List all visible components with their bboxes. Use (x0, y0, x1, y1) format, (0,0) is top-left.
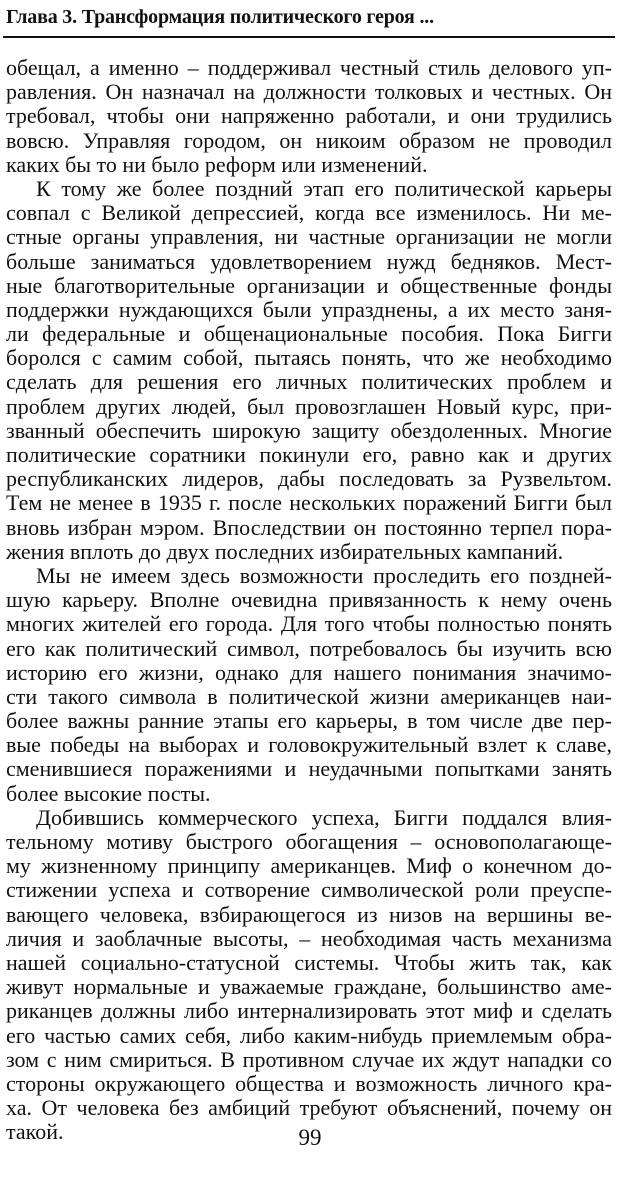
text-line: стные органы управления, ни частные организации не могли (6, 224, 612, 250)
text-line: ли федеральные и общенациональные пособия. Пока Бигги (6, 321, 612, 347)
text-line: званный обеспечить широкую защиту обездоленных. Многие (6, 417, 612, 443)
text-line: республиканских лидеров, дабы последовать за Рузвельтом. (6, 466, 612, 492)
text-line: вающего человека, взбирающегося из низов на вершины ве- (6, 901, 612, 927)
text-line: обещал, а именно – поддерживал честный стиль делового уп- (6, 55, 612, 80)
text-line: тельному мотиву быстрого обогащения – основополагающе- (6, 829, 612, 854)
text-line: личия и заоблачные высоты, – необходимая часть механизма (6, 925, 612, 951)
text-line: его как политический символ, потребовалось бы изучить всю (6, 635, 612, 661)
text-line: сменившиеся поражениями и неудачными попытками занять (6, 756, 612, 782)
text-line: более важны ранние этапы его карьеры, в том числе две пер- (6, 708, 612, 734)
text-line: его частью самих себя, либо каким-нибудь приемлемым обра- (6, 1022, 612, 1048)
text-line: такой. (6, 1119, 64, 1145)
text-line: каких бы то ни было реформ или изменений. (6, 151, 428, 177)
running-header: Глава 3. Трансформация политического героя ... (6, 6, 434, 28)
text-line: сти такого символа в политической жизни американцев наи- (6, 683, 612, 709)
text-line: требовал, чтобы они напряженно работали, и они трудились (6, 103, 612, 129)
text-line: более высокие посты. (6, 780, 211, 806)
text-line: Добившись коммерческого успеха, Бигги поддался влия- (36, 804, 612, 830)
text-line: вые победы на выборах и головокружительный взлет к славе, (6, 732, 612, 758)
body-text (6, 56, 612, 1144)
text-line: живут нормальные и уважаемые граждане, большинство аме- (6, 974, 612, 1000)
text-line: ные благотворительные организации и общественные фонды (6, 272, 612, 298)
text-line: риканцев должны либо интернализировать этот миф и сделать (6, 998, 612, 1024)
text-line: К тому же более поздний этап его политической карьеры (36, 175, 612, 201)
text-line: му жизненному принципу американцев. Миф о конечном до- (6, 853, 612, 879)
paragraph (6, 806, 612, 1145)
text-line: поддержки нуждающихся были упразднены, а их место заня- (6, 296, 612, 322)
text-line: ха. От человека без амбиций требуют объяснений, почему он (6, 1095, 612, 1121)
header-rule (3, 36, 615, 38)
text-line: жения вплоть до двух последних избирательных кампаний. (6, 538, 564, 564)
paragraph (6, 56, 612, 177)
text-line: проблем других людей, был провозглашен Новый курс, при- (6, 393, 612, 419)
text-line: сделать для решения его личных политических проблем и (6, 369, 612, 395)
page-number: 99 (298, 1125, 322, 1150)
text-line: Мы не имеем здесь возможности проследить его поздней- (36, 562, 612, 588)
text-line: шую карьеру. Вполне очевидна привязанность к нему очень (6, 587, 612, 613)
text-line: многих жителей его города. Для того чтобы полностью понять (6, 611, 612, 637)
text-line: больше заниматься удовлетворением нужд бедняков. Мест- (6, 248, 612, 274)
text-line: стижении успеха и сотворение символической роли преуспе- (6, 877, 612, 903)
text-line: политические соратники покинули его, равно как и других (6, 442, 612, 467)
text-line: нашей социально-статусной системы. Чтобы жить так, как (6, 949, 612, 975)
text-line: зом с ним смириться. В противном случае их ждут нападки со (6, 1046, 612, 1072)
text-line: стороны окружающего общества и возможность личного кра- (6, 1070, 612, 1096)
paragraph (6, 564, 612, 806)
text-line: боролся с самим собой, пытаясь понять, что же необходимо (6, 345, 612, 371)
text-line: совпал с Великой депрессией, когда все изменилось. Ни ме- (6, 200, 612, 226)
paragraph (6, 177, 612, 564)
text-line: равления. Он назначал на должности толковых и честных. Он (6, 79, 612, 105)
text-line: вовсю. Управляя городом, он никоим образом не проводил (6, 127, 612, 153)
text-line: Тем не менее в 1935 г. после нескольких поражений Бигги был (6, 490, 612, 516)
text-line: вновь избран мэром. Впоследствии он постоянно терпел пора- (6, 514, 612, 540)
text-line: историю его жизни, однако для нашего понимания значимо- (6, 659, 612, 685)
